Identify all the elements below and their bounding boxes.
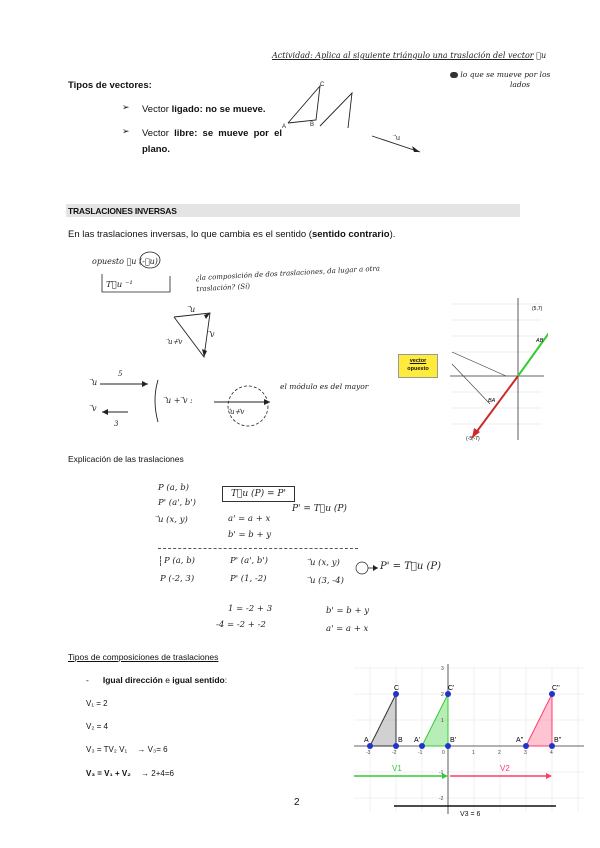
graph1-green-vector: [518, 312, 548, 376]
graph2-tick-y: 1: [441, 718, 444, 724]
activity-note: [272, 50, 562, 61]
graph2-label-c: C: [394, 685, 400, 692]
graph1-label-box: [398, 354, 438, 378]
activity-sketch: [280, 78, 430, 158]
graph2-tick-y: 2: [441, 692, 444, 698]
expl-c2: -4 = -2 + -2: [216, 620, 266, 630]
note-inverse: T⃗u ⁻¹: [106, 280, 133, 290]
expl-box: T⃗u (P) = P': [222, 486, 295, 502]
graph2-tick-x: 2: [498, 750, 501, 756]
note-num-3: 3: [114, 420, 119, 428]
vector-type-item: [122, 102, 282, 118]
graph2-label-v3: V3 = 6: [460, 811, 481, 818]
expl-r-u: ⃗u (x, y): [310, 558, 340, 568]
note-sum-expr: ⃗u + ⃗v :: [166, 396, 193, 405]
composition-graph: [350, 660, 586, 818]
expl-r-res: P' = T⃗u (P): [380, 561, 442, 572]
graph2-tick-y: -2: [439, 796, 444, 802]
expl-ap: a' = a + x: [228, 514, 271, 524]
note-sum-note: el módulo es del mayor: [280, 382, 369, 391]
expl-r-pp: P' (a', b'): [230, 556, 268, 566]
sketch-label-u: ⃗u: [396, 135, 400, 142]
note-opuesto-circle: [138, 250, 162, 270]
graph2-label-a: A: [364, 737, 369, 744]
vector-types-title-text: Tipos de vectores: [68, 80, 149, 91]
section-intro: En las traslaciones inversas, lo que cambia es el sentido (sentido contrario).: [68, 229, 396, 240]
compositions-sum: V₃ = V₁ + V₂ → 2+4=6: [86, 769, 174, 778]
graph2-label-b2: B'': [554, 737, 562, 744]
expl-p: P (a, b): [158, 483, 189, 493]
pencil-icon: [450, 72, 458, 78]
expl-bp: b' = b + y: [228, 530, 272, 540]
expl-r-p: P (a, b): [160, 556, 195, 566]
graph2-tick-x: 3: [524, 750, 527, 756]
vector-types-title: Tipos de vectores:: [68, 80, 152, 91]
note-tri-u: ⃗u: [190, 305, 196, 314]
expl-dashed-line: [158, 548, 358, 549]
expl-arrow-icon: [354, 560, 380, 576]
page-number: 2: [294, 797, 300, 808]
note-num-5: 5: [118, 370, 123, 378]
note-sum-sketch: [88, 372, 388, 430]
graph1-box-line2: opuesto: [407, 366, 429, 372]
expl-v-pp: P' (1, -2): [230, 574, 267, 584]
explanation-title: Explicación de las traslaciones: [68, 454, 184, 464]
activity-line3: lados: [510, 80, 531, 89]
expl-c3: b' = b + y: [326, 606, 370, 616]
vector-type-text: Vector ligado: no se mueve.: [142, 104, 266, 115]
note-tri-v: ⃗v: [210, 330, 215, 339]
vector-type-item: [122, 126, 282, 158]
vector-types-list: [122, 102, 282, 158]
compositions-v3: V₃ = TV₂ V₁ → V₃= 6: [86, 745, 168, 754]
graph2-tick-x: 1: [472, 750, 475, 756]
graph1-red-vector: [472, 376, 518, 438]
graph2-tick-y: 3: [441, 666, 444, 672]
compositions-title: Tipos de composiciones de traslaciones: [68, 652, 219, 662]
note-triangle-sketch: [160, 305, 240, 365]
note-question: ¿la composición de dos traslaciones, da lugar a otra traslación? (Sí): [195, 264, 381, 294]
activity-vector: ⃗u: [540, 51, 547, 60]
activity-line1: Actividad: Aplica al siguiente triángulo una traslación del vector: [272, 51, 534, 60]
graph2-label-c1: C': [448, 685, 455, 692]
note-sum-u: ⃗u: [92, 378, 98, 387]
graph1-vec-ba: BA: [488, 398, 496, 404]
graph2-label-b1: B': [450, 737, 457, 744]
graph2-label-b: B: [398, 737, 403, 744]
graph2-label-c2: C'': [552, 685, 560, 692]
graph2-tick-x: -1: [418, 750, 423, 756]
sketch-triangle-translated: [320, 93, 352, 128]
expl-v-p: P (-2, 3): [160, 574, 195, 584]
sketch-triangle: [288, 86, 320, 123]
activity-line2-wrap: [450, 70, 550, 79]
graph2-tick-y: -1: [439, 770, 444, 776]
graph1-grid: [452, 304, 542, 424]
graph1-vec-ab: AB: [536, 338, 544, 344]
compositions-dash: -: [86, 675, 89, 685]
vector-type-text: Vector libre: se mueve por el plano.: [142, 128, 282, 155]
note-tri-uv: ⃗u+⃗v: [168, 338, 183, 346]
graph1-point-bottom: (-5,-7): [466, 436, 480, 442]
sketch-label-b: B: [310, 122, 315, 128]
graph2-label-v1: V1: [392, 764, 402, 773]
graph2-tick-x: -3: [366, 750, 371, 756]
graph2-tick-x: -2: [392, 750, 397, 756]
compositions-v1: V₁ = 2: [86, 699, 108, 708]
expl-c4: a' = a + x: [326, 624, 369, 634]
graph2-label-v2: V2: [500, 764, 510, 773]
note-opuesto: opuesto ⃗u (-⃗u): [92, 257, 158, 266]
sketch-label-a: A: [282, 124, 287, 130]
graph1-box-line1: vector: [409, 358, 427, 364]
arrow-bullet-icon: ➢: [122, 126, 130, 136]
expl-res1: P' = T⃗u (P): [292, 504, 347, 514]
expl-c1: 1 = -2 + 3: [228, 604, 273, 614]
sketch-vector-head: [412, 146, 420, 152]
compositions-case: - Igual dirección e igual sentido:: [86, 675, 228, 685]
expl-u: ⃗u (x, y): [158, 515, 188, 525]
expl-p2: P' (a', b'): [158, 498, 196, 508]
note-sum-result: ⃗u+⃗v: [230, 408, 245, 416]
arrow-bullet-icon: ➢: [122, 102, 130, 112]
expl-v-u: ⃗u (3, -4): [310, 576, 344, 586]
note-sum-v: ⃗v: [92, 404, 97, 413]
sketch-label-c: C: [320, 82, 325, 88]
graph2-tick-x: 0: [442, 750, 445, 756]
section-title: TRASLACIONES INVERSAS: [68, 206, 177, 216]
graph2-tick-x: 4: [550, 750, 553, 756]
graph2-label-a2: A'': [516, 737, 524, 744]
graph2-label-a1: A': [414, 737, 421, 744]
graph1-point-top: (5,7): [532, 306, 543, 312]
note-inverse-box: [100, 272, 174, 296]
activity-line2: lo que se mueve por los: [460, 70, 551, 79]
compositions-v2: V₂ = 4: [86, 722, 109, 731]
